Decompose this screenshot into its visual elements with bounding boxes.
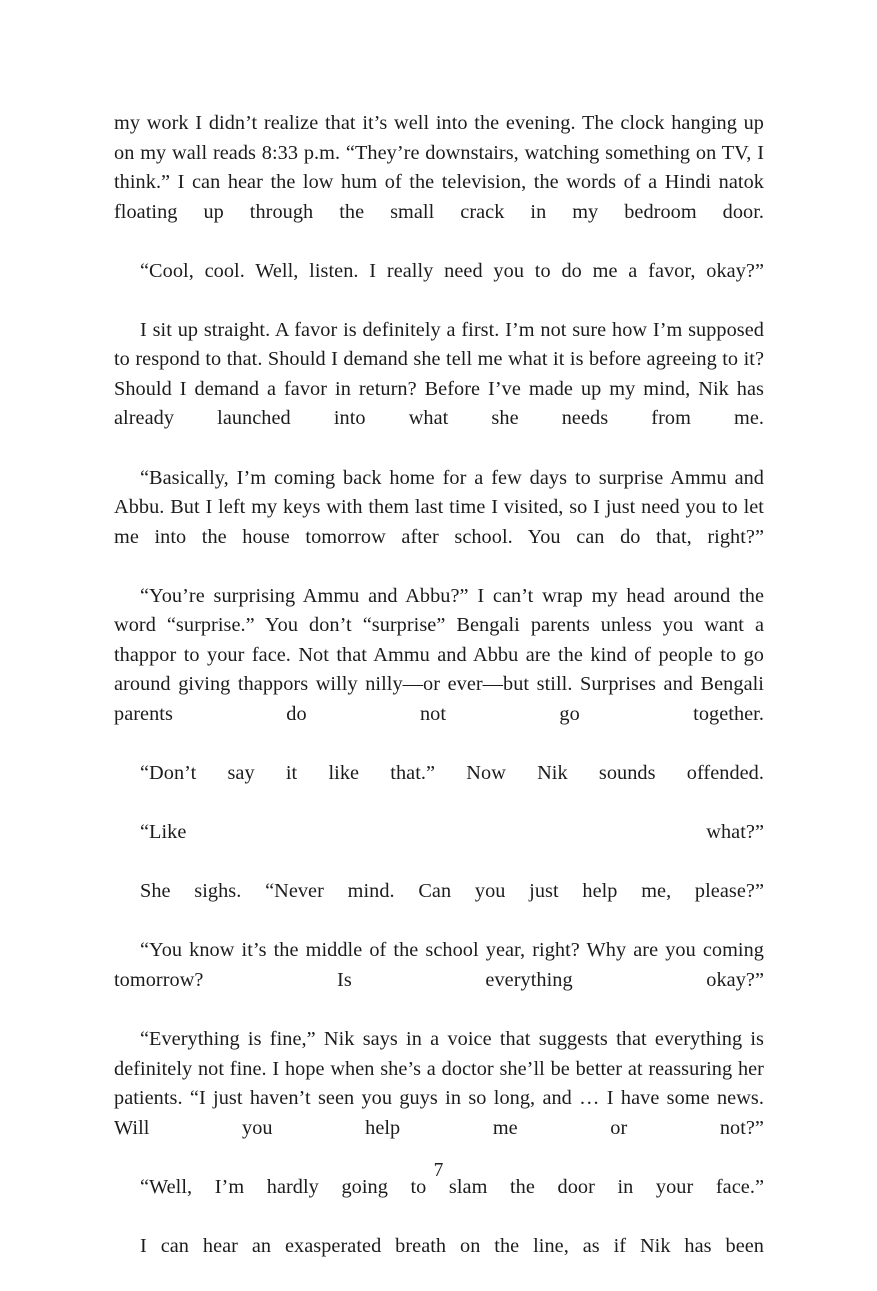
paragraph: “Basically, I’m coming back home for a few days to surprise Ammu and Abbu. But I left my keys with them last time I visited, so I just need you to let me into the house tomorrow after school. You can do that, right?” [114,466,764,548]
paragraph: She sighs. “Never mind. Can you just help me, please?” [140,880,764,903]
paragraph: I sit up straight. A favor is definitely a first. I’m not sure how I’m supposed to respond to that. Should I demand she tell me what it is before agreeing to it? Should I demand a favor in return? Before I’ve made up my mind, Nik has already launched into what she needs from me. [114,318,764,430]
paragraph: “Well, I’m hardly going to slam the door in your face.” [140,1175,764,1198]
page-body-text [114,109,764,1291]
paragraph: I can hear an exasperated breath on the line, as if Nik has been [140,1234,764,1257]
paragraph: “Cool, cool. Well, listen. I really need you to do me a favor, okay?” [140,259,764,282]
paragraph: “You know it’s the middle of the school year, right? Why are you coming tomorrow? Is everything okay?” [114,939,764,991]
paragraph: “Don’t say it like that.” Now Nik sounds offended. [140,762,764,785]
paragraph: my work I didn’t realize that it’s well into the evening. The clock hanging up on my wall reads 8:33 p.m. “They’re downstairs, watching something on TV, I think.” I can hear the low hum of the television, the words of a Hindi natok floating up through the small crack in my bedroom door. [114,112,764,223]
paragraph: “You’re surprising Ammu and Abbu?” I can’t wrap my head around the word “surprise.” You don’t “surprise” Bengali parents unless you want a thappor to your face. Not that Ammu and Abbu are the kind of people to go around giving thappors willy nilly—or ever—but still. Surprises and Bengali parents do not go together. [114,584,764,725]
page-number: 7 [433,1160,444,1181]
paragraph: “Everything is fine,” Nik says in a voice that suggests that everything is definitely not fine. I hope when she’s a doctor she’ll be better at reassuring her patients. “I just haven’t seen you guys in so long, and … I have some news. Will you help me or not?” [114,1027,764,1139]
paragraph: “Like what?” [140,821,764,844]
